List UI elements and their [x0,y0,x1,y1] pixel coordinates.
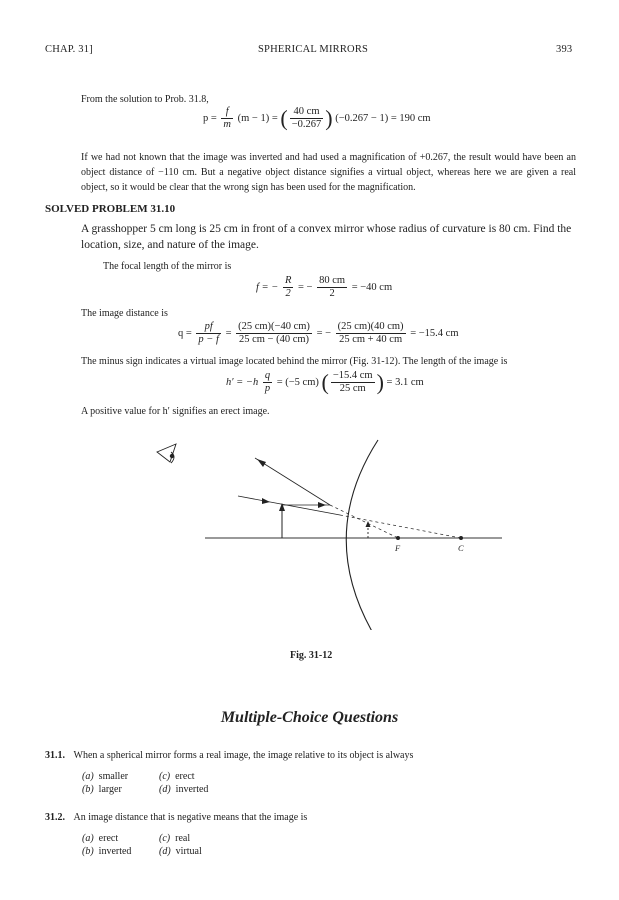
incident-ray-2 [238,496,340,515]
eye-icon [157,444,176,463]
option-31-1-d: (d) inverted [159,784,209,795]
running-header-title: SPHERICAL MIRRORS [258,44,369,55]
mcq-section-title: Multiple-Choice Questions [220,709,399,726]
image-distance-lead: The image distance is [81,308,168,319]
option-31-2-a: (a) erect [82,833,119,844]
eq-lhs: p = [203,112,217,124]
ray-diagram [0,430,619,630]
focal-equation: f = − $\frac{R}{2}$ = − $\frac{80 cm}{2}$ = −40 cm [256,275,393,299]
closing-remark: A positive value for h′ signifies an erect image. [81,406,270,417]
label-c: C [458,543,464,553]
question-text: When a spherical mirror forms a real image, the image relative to its object is always [73,750,414,761]
eq-rhs: (−0.267 − 1) = 190 cm [335,112,431,124]
option-31-2-c: (c) real [159,833,191,844]
question-31-2 [45,810,307,825]
convex-mirror [346,440,378,630]
intro-lead: From the solution to Prob. 31.8, [81,94,209,105]
problem-statement: A grasshopper 5 cm long is 25 cm in front of a convex mirror whose radius of curvature is 80 cm. Find the location, size, and nature of the image. [81,223,572,251]
eq-mid: (m − 1) = [237,112,278,124]
figure-caption: Fig. 31-12 [290,650,333,661]
question-number: 31.1. [45,750,65,761]
image-height-equation: h′ = −h $\frac{q}{p}$ = (−5 cm) ( $\frac{-15.4 cm}{25 cm}$ ) = 3.1 cm [226,369,424,395]
dashed-line-to-c [340,515,461,538]
option-31-1-a: (a) smaller [82,771,129,782]
focal-point [396,536,400,540]
page-number: 393 [556,44,573,55]
intro-paragraph: If we had not known that the image was inverted and had used a magnification of +0.267, the result would have been an object distance of −110 cm. But a negative object distance signifies a virtual object, whereas here we are given a real object, so it would be clear that the wrong sign has been used for the magnification. [81,152,576,193]
focal-lead: The focal length of the mirror is [103,261,232,272]
option-31-1-c: (c) erect [159,771,195,782]
intro-equation: p = $\frac{f}{m}$ (m − 1) = ( $\frac{40 cm}{-0.267}$ ) (−0.267 − 1) = 190 cm [203,105,431,131]
question-number: 31.2. [45,812,65,823]
fraction-f-over-m: $\frac{f}{m}$ [223,106,232,130]
option-31-2-d: (d) virtual [159,846,202,857]
question-31-1 [45,748,413,763]
reflected-ray-1 [255,458,330,505]
problem-title: SOLVED PROBLEM 31.10 [45,203,176,215]
option-31-2-b: (b) inverted [82,846,132,857]
virtual-image-text: The minus sign indicates a virtual image located behind the mirror (Fig. 31-12). The length of the image is [81,356,508,367]
label-f: F [395,543,401,553]
dashed-line-to-f [330,505,398,538]
image-distance-equation: q = $\frac{pf}{p - f}$ = $\frac{(25 cm)(-40 cm)}{25 cm - (40 cm)}$ = − $\frac{(25 cm)(40 cm)}{25 cm + 40 cm}$ = −15.4 cm [178,321,459,345]
option-31-1-b: (b) larger [82,784,122,795]
question-text: An image distance that is negative means that the image is [73,812,308,823]
center-of-curvature [459,536,463,540]
running-header-chapter: CHAP. 31] [45,44,93,55]
fraction-40-over-neg0267: $\frac{40 cm}{-0.267}$ [291,106,322,130]
